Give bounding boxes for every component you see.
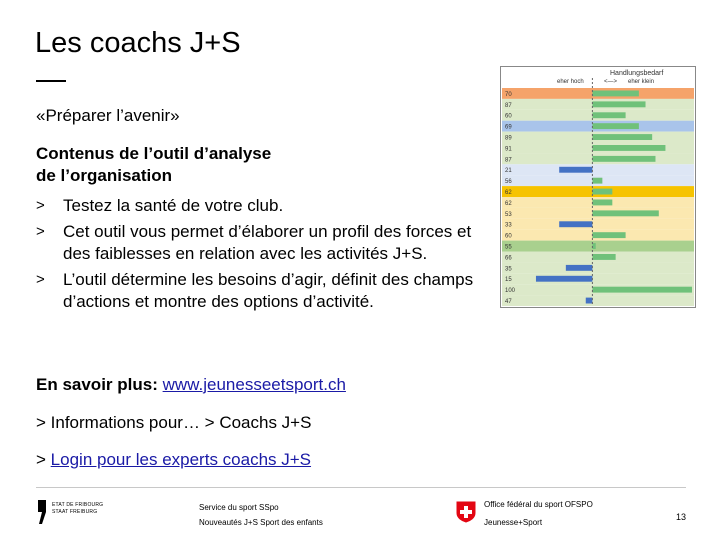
chart-bar — [566, 265, 593, 271]
chart-row-label: 89 — [505, 135, 512, 142]
bullet-marker: > — [36, 223, 45, 240]
chart-bar — [592, 178, 602, 184]
chart-row-background — [502, 273, 694, 284]
ssp-footer — [199, 500, 323, 530]
bullet-item — [36, 195, 516, 217]
chart-row-label: 62 — [505, 190, 512, 196]
slide-title: Les coachs J+S — [35, 27, 241, 59]
chart-bar — [592, 156, 655, 162]
chart-row-label: 15 — [505, 277, 512, 284]
chart-bar — [592, 123, 638, 129]
bullet-item — [36, 269, 516, 313]
chart-row-label: 60 — [505, 233, 512, 240]
bullet-marker: > — [36, 197, 45, 214]
chart-row-label: 21 — [505, 168, 512, 175]
jeunesseetsport-link[interactable]: www.jeunesseetsport.ch — [162, 375, 346, 394]
ofspo-name: Office fédéral du sport OFSPO — [484, 500, 593, 509]
chart-row-label: 62 — [505, 200, 512, 207]
more-info-label: En savoir plus: — [36, 375, 158, 394]
chart-row-label: 35 — [505, 266, 512, 273]
chart-bar — [592, 145, 665, 151]
chart-left-label: eher hoch — [557, 79, 584, 85]
page-number: 13 — [676, 512, 687, 522]
login-experts-link[interactable]: Login pour les experts coachs J+S — [50, 450, 312, 469]
heading-line-1: Contenus de l’outil d’analyse — [36, 144, 272, 163]
login-line — [36, 450, 311, 470]
chart-bar — [592, 287, 692, 293]
chart-header-label: Handlungsbedarf — [610, 70, 664, 77]
bullet-text: Testez la santé de votre club. — [63, 196, 284, 215]
chart-row-label: 91 — [505, 146, 512, 153]
chart-bar — [592, 232, 625, 238]
more-info-line — [36, 375, 346, 395]
footer-divider — [36, 487, 686, 488]
heading-line-2: de l’organisation — [36, 166, 173, 185]
chart-bar — [592, 134, 652, 140]
chart-row-label: 70 — [505, 91, 512, 98]
chart-bar — [559, 167, 592, 173]
ssp-topic: Nouveautés J+S Sport des enfants — [199, 518, 323, 527]
bullet-text: Cet outil vous permet d’élaborer un profil des forces et des faiblesses en relation avec les activités J+S. — [63, 222, 472, 263]
chart-row-label: 69 — [505, 124, 512, 131]
title-underline — [36, 80, 66, 82]
chart-row-background — [502, 241, 694, 252]
chart-row-label: 100 — [505, 288, 516, 295]
chart-row-label: 47 — [505, 299, 512, 305]
chart-arrow-label: <—> — [604, 79, 618, 85]
fribourg-logo — [38, 500, 108, 530]
analysis-chart — [500, 66, 696, 308]
fribourg-logo-line-1: ETAT DE FRIBOURG — [52, 502, 104, 508]
chart-row-label: 60 — [505, 113, 512, 120]
chart-row-background — [502, 164, 694, 175]
chart-bar — [592, 210, 658, 216]
chart-row-label: 33 — [505, 222, 512, 229]
bullet-text: L’outil détermine les besoins d’agir, définit des champs d’actions et montre des options d’activité. — [63, 270, 474, 311]
ssp-name: Service du sport SSpo — [199, 503, 279, 512]
chart-bar — [592, 101, 645, 107]
chart-row-label: 87 — [505, 102, 512, 109]
chart-row-label: 56 — [505, 179, 512, 186]
chart-row-label: 53 — [505, 211, 512, 218]
chart-row-background — [502, 295, 694, 306]
login-marker: > — [36, 450, 46, 469]
chart-bar — [536, 276, 592, 282]
slide-subtitle: «Préparer l’avenir» — [36, 106, 180, 125]
bullet-marker: > — [36, 271, 45, 288]
fribourg-mark-icon — [38, 500, 46, 524]
section-heading — [36, 143, 366, 187]
bullet-list — [36, 195, 516, 317]
chart-bar — [592, 91, 638, 97]
jes-name: Jeunesse+Sport — [484, 518, 543, 527]
fribourg-logo-line-2: STAAT FREIBURG — [52, 509, 98, 515]
chart-rows — [502, 88, 694, 306]
chart-bar — [592, 189, 612, 195]
chart-bar — [592, 112, 625, 118]
chart-row-label: 66 — [505, 255, 512, 262]
chart-bar — [592, 254, 615, 260]
chart-bar — [559, 221, 592, 227]
chart-row-background — [502, 262, 694, 273]
chart-row-label: 55 — [505, 244, 512, 251]
chart-row-background — [502, 219, 694, 230]
chart-bar — [586, 298, 593, 304]
swiss-cross-icon — [456, 501, 476, 523]
chart-right-label: eher klein — [628, 79, 655, 85]
chart-row-label: 87 — [505, 157, 512, 164]
chart-bar — [592, 200, 612, 206]
info-path: > Informations pour… > Coachs J+S — [36, 413, 312, 432]
bullet-item — [36, 221, 503, 265]
